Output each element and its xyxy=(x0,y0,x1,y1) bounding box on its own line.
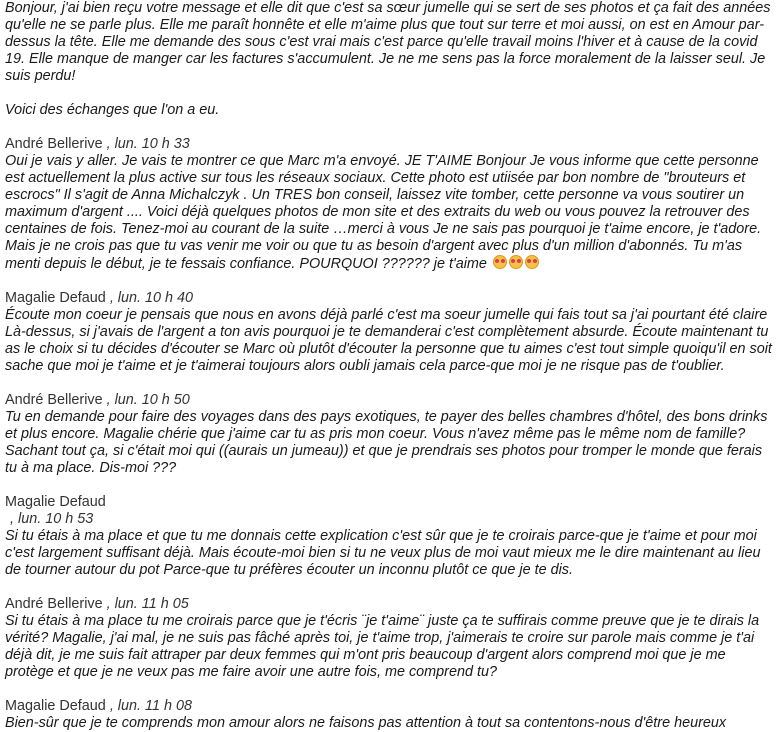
heart-eyes-emoji xyxy=(493,255,507,269)
message-text: Si tu étais à ma place et que tu me donnais cette explication c'est sûr que je te croirais parce-que je t'aime et pour moi c'est largement suffisant déjà. Mais écoute-moi bien si tu ne veux plus de moi vaut mieux me le dire maintenant au lieu de tourner autour du pot Parce-que tu préfères écouter un inconnu plutôt ce que je te dis. xyxy=(5,528,761,578)
message-author: Magalie Defaud xyxy=(5,494,106,510)
message-text-content: Oui je vais y aller. Je vais te montrer ce que Marc m'a envoyé. JE T'AIME Bonjour Je vous informe que cette personne est actuellement la plus active sur tous les réseaux sociaux. Cette photo est utiisée par bon nombre de "brouteurs et escrocs" Il s'agit de Anna Michalczyk . Un TRES bon conseil, laissez vite tomber, cette personne va vous soutirer un maximum d'argent .... Voici déjà quelques photos de mon site et des extraits du web ou vous pouvez la retrouver des centaines de fois. Tenez-moi au courant de la suite …merci à vous Je ne sais pas pourquoi je t'aime encore, je t'adore. Mais je ne crois pas que tu vas venir me voir ou que tu as besoin d'argent avec plus d'un million d'abonnés. Tu m'as menti depuis le début, je te fessais confiance. POURQUOI ?????? je t'aime xyxy=(5,153,762,272)
intro-paragraph: Bonjour, j'ai bien reçu votre message et elle dit que c'est sa sœur jumelle qui se sert de ses photos et ça fait des années qu'elle ne se parle plus. Elle me paraît honnête et elle m'aime plus que tout sur terre et moi aussi, on est en Amour par-dessus la tête. Elle me demande des sous c'est vrai mais c'est parce qu'elle travail moins l'hiver et à cause de la covid 19. Elle manque de manger car les factures s'accumulent. Je ne me sens pas la force moralement de la laisser seul. Je suis perdu! xyxy=(5,0,771,84)
message-header xyxy=(5,698,777,715)
message-time: , lun. 10 h 50 xyxy=(106,392,190,408)
message-3 xyxy=(5,392,777,477)
message-author: André Bellerive xyxy=(5,596,103,612)
message-time: , lun. 10 h 40 xyxy=(109,290,194,306)
message-header xyxy=(5,136,777,153)
message-header xyxy=(5,596,777,613)
message-time: , lun. 11 h 08 xyxy=(109,698,192,714)
message-6 xyxy=(5,698,777,732)
message-header xyxy=(5,290,777,307)
message-header xyxy=(5,392,777,409)
message-text xyxy=(5,153,777,273)
message-author: Magalie Defaud xyxy=(5,290,106,306)
document xyxy=(5,0,777,732)
heart-eyes-emoji xyxy=(509,255,523,269)
message-1 xyxy=(5,136,777,273)
message-2 xyxy=(5,290,777,375)
message-header xyxy=(5,494,777,528)
message-time: , lun. 11 h 05 xyxy=(106,596,189,612)
message-5 xyxy=(5,596,777,681)
message-text: Si tu étais à ma place tu me croirais parce que je t'écris ¨je t'aime¨ juste ça te suffirais comme preuve que je te dirais la vérité? Magalie, j'ai mal, je ne suis pas fâché après toi, je t'aime trop, j'aimerais te croire sur parole mais comme je t'ai déjà dit, je me suis fait attraper par deux femmes qui m'ont pris beaucoup d'argent alors comprend moi que je me protège et que je ne veux pas me faire avoir une autre fois, me comprend tu? xyxy=(5,613,760,680)
message-author: Magalie Defaud xyxy=(5,698,106,714)
intro xyxy=(5,0,777,119)
intro-paragraph-2: Voici des échanges que l'on a eu. xyxy=(5,102,220,118)
message-author: André Bellerive xyxy=(5,136,103,152)
message-time: , lun. 10 h 33 xyxy=(106,136,190,152)
message-author: André Bellerive xyxy=(5,392,103,408)
message-4 xyxy=(5,494,777,579)
heart-eyes-emoji xyxy=(525,255,539,269)
message-time: , lun. 10 h 53 xyxy=(10,511,94,527)
message-text: Écoute mon coeur je pensais que nous en avons déjà parlé c'est ma soeur jumelle qui fais tout sa j'ai pourtant été claire Là-dessus, si j'avais de l'argent a ton avis pourquoi je te demanderai c'est complètement absurde. Écoute maintenant tu as le choix si tu décides d'écouter se Marc où plutôt d'écouter la personne que tu aimes c'est tout simple quoiqu'il en soit sache que moi je t'aime et je t'aimerai toujours alors oubli jamais cela parce-que moi je ne risque pas de t'oublier. xyxy=(5,307,772,374)
message-text: Tu en demande pour faire des voyages dans des pays exotiques, te payer des belles chambres d'hôtel, des bons drinks et plus encore. Magalie chérie que j'aime car tu as pris mon coeur. Vous n'avez même pas le même nom de famille? Sachant tout ça, si c'était moi qui ((aurais un jumeau)) et que je prendrais ses photos pour tromper le monde que ferais tu à ma place. Dis-moi ??? xyxy=(5,409,768,476)
message-text: Bien-sûr que je te comprends mon amour alors ne faisons pas attention à tout sa contentons-nous d'être heureux xyxy=(5,715,727,731)
